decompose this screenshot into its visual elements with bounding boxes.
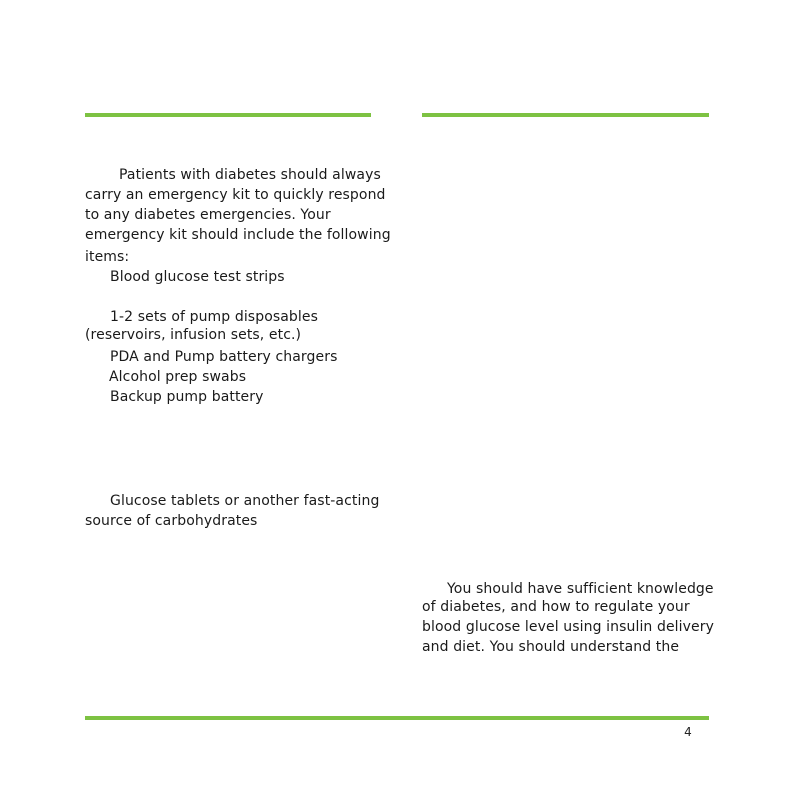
intro-line: to any diabetes emergencies. Your [85,207,331,223]
intro-line: emergency kit should include the following [85,227,391,243]
intro-line: Patients with diabetes should always [119,167,381,183]
paragraph-line: You should have sufficient knowledge [447,581,714,597]
bottom-divider [85,716,709,720]
intro-line: items: [85,249,130,265]
paragraph-line: and diet. You should understand the [422,639,680,655]
kit-item-prep-swabs: Alcohol prep swabs [109,369,247,385]
paragraph-line: blood glucose level using insulin delivery [422,619,714,635]
top-right-divider [422,113,709,117]
kit-item-backup-battery: Backup pump battery [110,389,264,405]
kit-item-pump-disposables-detail: (reservoirs, infusion sets, etc.) [85,327,302,343]
intro-line: carry an emergency kit to quickly respond [85,187,386,203]
kit-item-glucose-tablets-detail: source of carbohydrates [85,513,258,529]
top-left-divider [85,113,371,117]
paragraph-line: of diabetes, and how to regulate your [422,599,690,615]
kit-item-battery-chargers: PDA and Pump battery chargers [110,349,338,365]
kit-item-glucose-tablets: Glucose tablets or another fast-acting [110,493,380,509]
kit-item-pump-disposables: 1-2 sets of pump disposables [110,309,319,325]
kit-item-test-strips: Blood glucose test strips [110,269,285,285]
page-number: 4 [684,725,692,739]
